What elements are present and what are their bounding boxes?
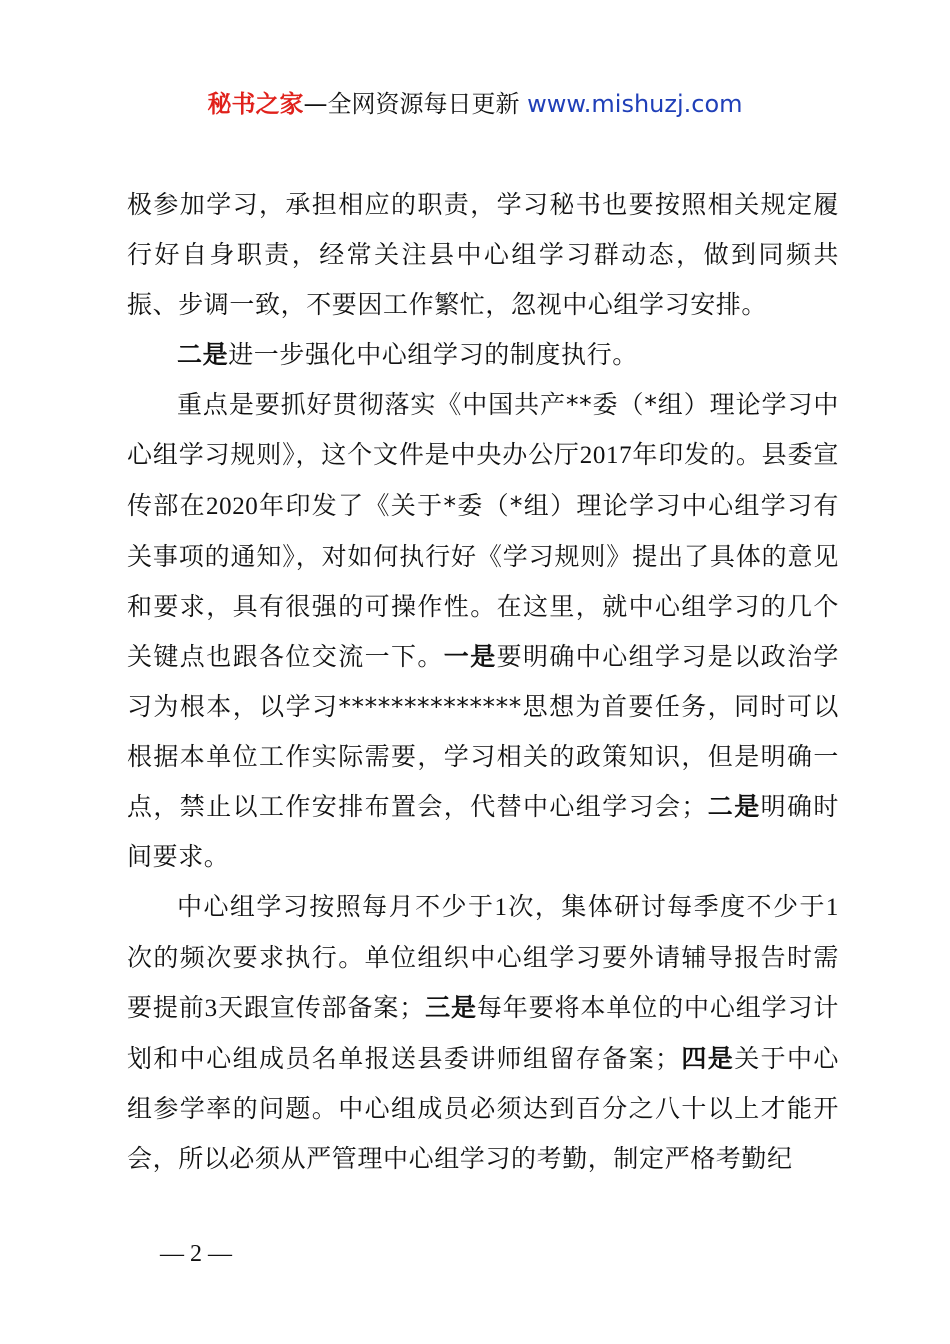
paragraph-heading-2 bbox=[127, 330, 839, 380]
website-url[interactable]: www.mishuzj.com bbox=[527, 90, 743, 118]
paragraph-text: 年印发了《关于*委（*组）理论学习中心组学习有关事项的通知》，对如何执行好《学习规则》提出了具体的意见和要求，具有很强的可操作性。在这里，就中心组学习的几个关键点也跟各位交流一下。 bbox=[127, 491, 839, 671]
paragraph-text: 每年要将本单位的中心组学习计划和中心组成员名单报送县委讲师组留存备案； bbox=[127, 993, 839, 1073]
bold-marker-first: 一是 bbox=[443, 642, 497, 671]
paragraph-text: 中心组学习按照每月不少于 bbox=[177, 892, 495, 921]
paragraph-text: 极参加学习，承担相应的职责，学习秘书也要按照相关规定履行好自身职责，经常关注县中心组学习群动态，做到同频共振、步调一致，不要因工作繁忙，忽视中心组学习安排。 bbox=[127, 190, 839, 319]
bold-marker-third: 三是 bbox=[424, 993, 477, 1022]
paragraph-text: 关于中心组参学率的问题。中心组成员必须达到百分之八十以上才能开会，所以必须从严管理中心组学习的考勤，制定严格考勤纪 bbox=[127, 1044, 840, 1173]
paragraph-text: 年印发的。县委宣传部在 bbox=[127, 440, 839, 520]
page-number: — 2 — bbox=[160, 1241, 232, 1267]
bold-marker-second: 二是 bbox=[177, 340, 229, 369]
paragraph-frequency bbox=[127, 882, 839, 1184]
paragraph-text: 次的频次要求执行。单位组织中心组学习要外请辅导报告时需要提前 bbox=[127, 943, 839, 1022]
brand-name: 秘书之家 bbox=[207, 90, 304, 118]
year-number: 2017 bbox=[579, 442, 633, 469]
count-number: 3 bbox=[204, 995, 218, 1022]
bold-marker-fourth: 四是 bbox=[680, 1044, 735, 1073]
paragraph-rules bbox=[127, 380, 839, 882]
count-number: 1 bbox=[825, 894, 840, 921]
header-tagline: —全网资源每日更新 bbox=[303, 90, 528, 118]
document-body bbox=[127, 180, 839, 1184]
paragraph-continuation bbox=[127, 180, 839, 330]
year-number: 2020 bbox=[206, 493, 259, 520]
paragraph-text: 重点是要抓好贯彻落实《中国共产**委（*组）理论学习中心组学习规则》，这个文件是中央办公厅 bbox=[127, 390, 839, 469]
paragraph-text: 明确时间要求。 bbox=[127, 792, 840, 871]
paragraph-text: 要明确中心组学习是以政治学习为根本，以学习**************思想为首要任务，同时可以根据本单位工作实际需要，学习相关的政策知识，但是明确一点，禁止以工作安排布置会，代替中心组学习会； bbox=[127, 642, 840, 821]
paragraph-text: 进一步强化中心组学习的制度执行。 bbox=[228, 340, 638, 369]
bold-marker-second: 二是 bbox=[707, 792, 761, 821]
paragraph-text: 次，集体研讨每季度不少于 bbox=[507, 892, 826, 921]
paragraph-text: 天跟宣传部备案； bbox=[217, 993, 425, 1022]
count-number: 1 bbox=[494, 894, 508, 921]
page-header bbox=[0, 86, 950, 122]
